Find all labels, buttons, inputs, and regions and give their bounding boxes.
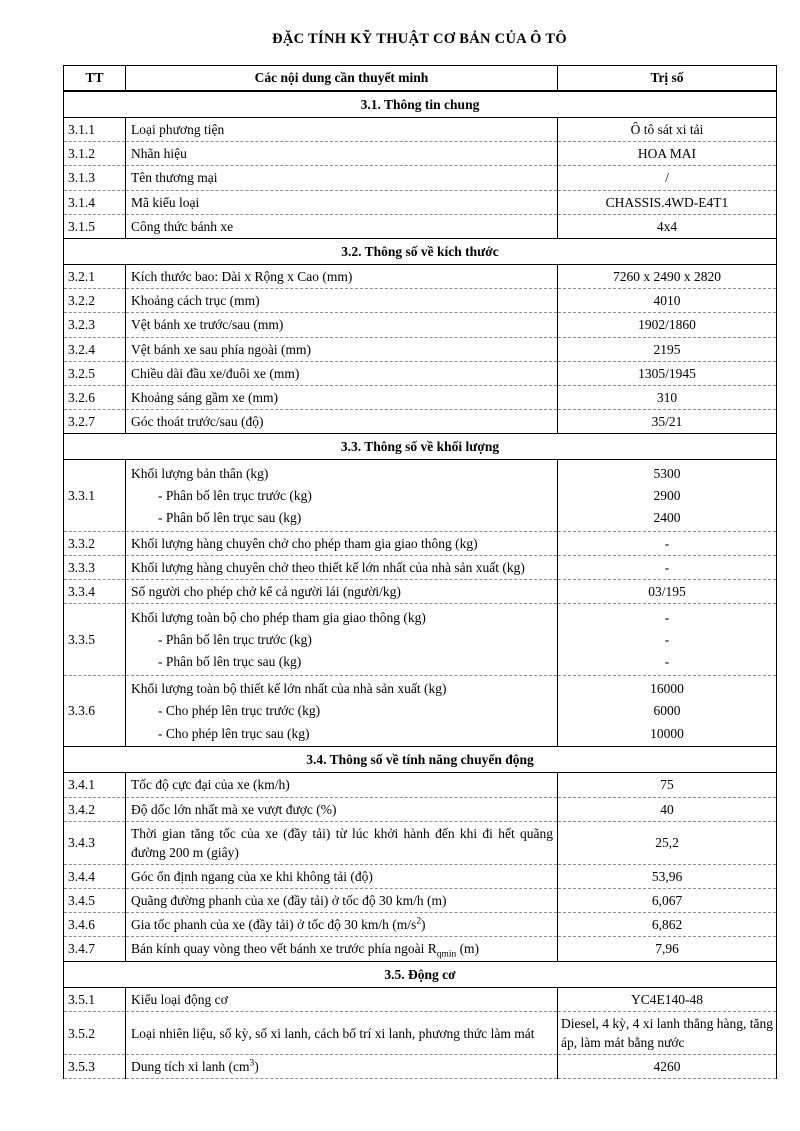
label-line: Khối lượng bản thân (kg) — [131, 465, 269, 481]
col-header-value: Trị số — [558, 66, 777, 92]
section-heading: 3.3. Thông số về khối lượng — [64, 434, 777, 460]
table-row — [64, 987, 777, 1011]
table-row — [64, 889, 777, 913]
cell-value: - — [558, 555, 777, 579]
table-row — [64, 265, 777, 289]
spec-table-body — [64, 91, 777, 1079]
cell-tt: 3.1.3 — [64, 166, 126, 190]
cell-label: Công thức bánh xe — [126, 214, 558, 238]
cell-tt: 3.2.1 — [64, 265, 126, 289]
label-line: - Cho phép lên trục trước (kg) — [158, 703, 321, 719]
value-line: - — [664, 631, 670, 647]
label-line: - Cho phép lên trục sau (kg) — [158, 725, 310, 741]
table-row — [64, 1055, 777, 1079]
table-row — [64, 289, 777, 313]
section-row — [64, 961, 777, 987]
cell-tt: 3.5.2 — [64, 1011, 126, 1054]
table-row — [64, 604, 777, 675]
value-line: 5300 — [653, 465, 681, 481]
cell-label: Bán kính quay vòng theo vết bánh xe trước phía ngoài $R_{qmin}$ (m) — [126, 937, 558, 961]
cell-label: Loại phương tiện — [126, 118, 558, 142]
label-line: Khối lượng toàn bộ cho phép tham gia giao thông (kg) — [131, 609, 426, 625]
cell-value: 4x4 — [558, 214, 777, 238]
cell-value: 4260 — [558, 1055, 777, 1079]
table-row — [64, 1011, 777, 1054]
cell-tt: 3.3.3 — [64, 555, 126, 579]
cell-value: 25,2 — [558, 821, 777, 864]
cell-value: 1305/1945 — [558, 361, 777, 385]
page-title: ĐẶC TÍNH KỸ THUẬT CƠ BẢN CỦA Ô TÔ — [272, 31, 567, 47]
value-line: - — [664, 609, 670, 625]
label-line: - Phân bố lên trục sau (kg) — [158, 510, 302, 526]
value-line: - — [664, 654, 670, 670]
table-header-row — [64, 66, 777, 92]
label-line: Khối lượng toàn bộ thiết kế lớn nhất của nhà sản xuất (kg) — [131, 681, 447, 697]
cell-tt: 3.4.4 — [64, 865, 126, 889]
cell-label: Tốc độ cực đại của xe (km/h) — [126, 773, 558, 797]
table-row — [64, 865, 777, 889]
table-row — [64, 313, 777, 337]
section-heading: 3.1. Thông tin chung — [64, 91, 777, 118]
cell-value: 6,862 — [558, 913, 777, 937]
cell-tt: 3.1.2 — [64, 142, 126, 166]
section-heading: 3.5. Động cơ — [64, 961, 777, 987]
cell-tt: 3.1.1 — [64, 118, 126, 142]
cell-label — [126, 675, 558, 746]
cell-label: Khối lượng hàng chuyên chở cho phép tham gia giao thông (kg) — [126, 531, 558, 555]
section-row — [64, 434, 777, 460]
label-line: - Phân bố lên trục trước (kg) — [158, 631, 312, 647]
table-row — [64, 460, 777, 531]
cell-value: CHASSIS.4WD-E4T1 — [558, 190, 777, 214]
cell-label — [126, 460, 558, 531]
cell-label: Khoảng cách trục (mm) — [126, 289, 558, 313]
label-line: - Phân bố lên trục trước (kg) — [158, 488, 312, 503]
cell-value: 7,96 — [558, 937, 777, 961]
cell-tt: 3.4.7 — [64, 937, 126, 961]
cell-label: Số người cho phép chở kể cả người lái (người/kg) — [126, 580, 558, 604]
table-row — [64, 361, 777, 385]
cell-label: Vệt bánh xe trước/sau (mm) — [126, 313, 558, 337]
cell-value: 35/21 — [558, 410, 777, 434]
cell-label: Kiểu loại động cơ — [126, 987, 558, 1011]
cell-label: Góc ổn định ngang của xe khi không tải (độ) — [126, 865, 558, 889]
cell-value: 40 — [558, 797, 777, 821]
cell-tt: 3.5.1 — [64, 987, 126, 1011]
cell-tt: 3.4.1 — [64, 773, 126, 797]
cell-label: Kích thước bao: Dài x Rộng x Cao (mm) — [126, 265, 558, 289]
section-row — [64, 91, 777, 118]
cell-tt: 3.4.6 — [64, 913, 126, 937]
cell-value: 7260 x 2490 x 2820 — [558, 265, 777, 289]
table-row — [64, 337, 777, 361]
cell-label: Nhãn hiệu — [126, 142, 558, 166]
cell-tt: 3.3.2 — [64, 531, 126, 555]
cell-value — [558, 675, 777, 746]
table-row — [64, 410, 777, 434]
value-line: 10000 — [650, 725, 684, 741]
cell-tt: 3.4.5 — [64, 889, 126, 913]
cell-label: Mã kiểu loại — [126, 190, 558, 214]
cell-value — [558, 460, 777, 531]
col-header-tt: TT — [64, 66, 126, 92]
cell-label: Loại nhiên liệu, số kỳ, số xi lanh, cách bố trí xi lanh, phương thức làm mát — [126, 1011, 558, 1054]
cell-tt: 3.2.4 — [64, 337, 126, 361]
cell-label: Quãng đường phanh của xe (đầy tải) ở tốc độ 30 km/h (m) — [126, 889, 558, 913]
cell-value: 1902/1860 — [558, 313, 777, 337]
section-row — [64, 238, 777, 264]
table-row — [64, 773, 777, 797]
table-row — [64, 190, 777, 214]
table-row — [64, 821, 777, 864]
cell-label: Thời gian tăng tốc của xe (đầy tải) từ lúc khởi hành đến khi đi hết quãng đường 200 m (giây) — [126, 821, 558, 864]
cell-label: Chiều dài đầu xe/đuôi xe (mm) — [126, 361, 558, 385]
cell-tt: 3.4.2 — [64, 797, 126, 821]
table-row — [64, 580, 777, 604]
cell-tt: 3.2.2 — [64, 289, 126, 313]
section-row — [64, 747, 777, 773]
value-line: 16000 — [650, 681, 684, 697]
table-row — [64, 675, 777, 746]
table-row — [64, 937, 777, 961]
section-heading: 3.4. Thông số về tính năng chuyển động — [64, 747, 777, 773]
table-row — [64, 142, 777, 166]
cell-value: / — [558, 166, 777, 190]
cell-value: HOA MAI — [558, 142, 777, 166]
value-line: 6000 — [653, 703, 681, 719]
cell-tt: 3.2.3 — [64, 313, 126, 337]
table-row — [64, 166, 777, 190]
cell-label: Độ dốc lớn nhất mà xe vượt được (%) — [126, 797, 558, 821]
col-header-content: Các nội dung cần thuyết minh — [126, 66, 558, 92]
cell-value: 310 — [558, 385, 777, 409]
table-row — [64, 118, 777, 142]
value-line: 2900 — [653, 488, 681, 503]
value-line: 2400 — [653, 510, 681, 526]
cell-tt: 3.2.7 — [64, 410, 126, 434]
table-row — [64, 913, 777, 937]
cell-value: Ô tô sát xi tải — [558, 118, 777, 142]
cell-label: Gia tốc phanh của xe (đầy tải) ở tốc độ 30 km/h $(m/s^2)$ — [126, 913, 558, 937]
cell-tt: 3.2.5 — [64, 361, 126, 385]
cell-tt: 3.3.1 — [64, 460, 126, 531]
cell-value: 2195 — [558, 337, 777, 361]
table-row — [64, 214, 777, 238]
cell-tt: 3.3.4 — [64, 580, 126, 604]
cell-value: 4010 — [558, 289, 777, 313]
cell-value: 03/195 — [558, 580, 777, 604]
cell-tt: 3.3.6 — [64, 675, 126, 746]
table-row — [64, 531, 777, 555]
cell-value: Diesel, 4 kỳ, 4 xi lanh thẳng hàng, tăng áp, làm mát bằng nước — [558, 1011, 777, 1054]
cell-label: Dung tích xi lanh $(cm^3)$ — [126, 1055, 558, 1079]
table-row — [64, 385, 777, 409]
cell-tt: 3.4.3 — [64, 821, 126, 864]
cell-tt: 3.1.4 — [64, 190, 126, 214]
label-line: - Phân bố lên trục sau (kg) — [158, 654, 302, 670]
cell-value: YC4E140-48 — [558, 987, 777, 1011]
cell-value — [558, 604, 777, 675]
cell-tt: 3.5.3 — [64, 1055, 126, 1079]
cell-value: - — [558, 531, 777, 555]
cell-label — [126, 604, 558, 675]
table-row — [64, 797, 777, 821]
spec-table — [63, 65, 777, 1079]
section-heading: 3.2. Thông số về kích thước — [64, 238, 777, 264]
table-row — [64, 555, 777, 579]
cell-tt: 3.3.5 — [64, 604, 126, 675]
cell-label: Tên thương mại — [126, 166, 558, 190]
cell-label: Góc thoát trước/sau (độ) — [126, 410, 558, 434]
cell-value: 75 — [558, 773, 777, 797]
cell-tt: 3.1.5 — [64, 214, 126, 238]
cell-value: 6,067 — [558, 889, 777, 913]
cell-value: 53,96 — [558, 865, 777, 889]
cell-label: Vệt bánh xe sau phía ngoài (mm) — [126, 337, 558, 361]
cell-label: Khối lượng hàng chuyên chở theo thiết kế lớn nhất của nhà sản xuất (kg) — [126, 555, 558, 579]
cell-tt: 3.2.6 — [64, 385, 126, 409]
cell-label: Khoảng sáng gầm xe (mm) — [126, 385, 558, 409]
